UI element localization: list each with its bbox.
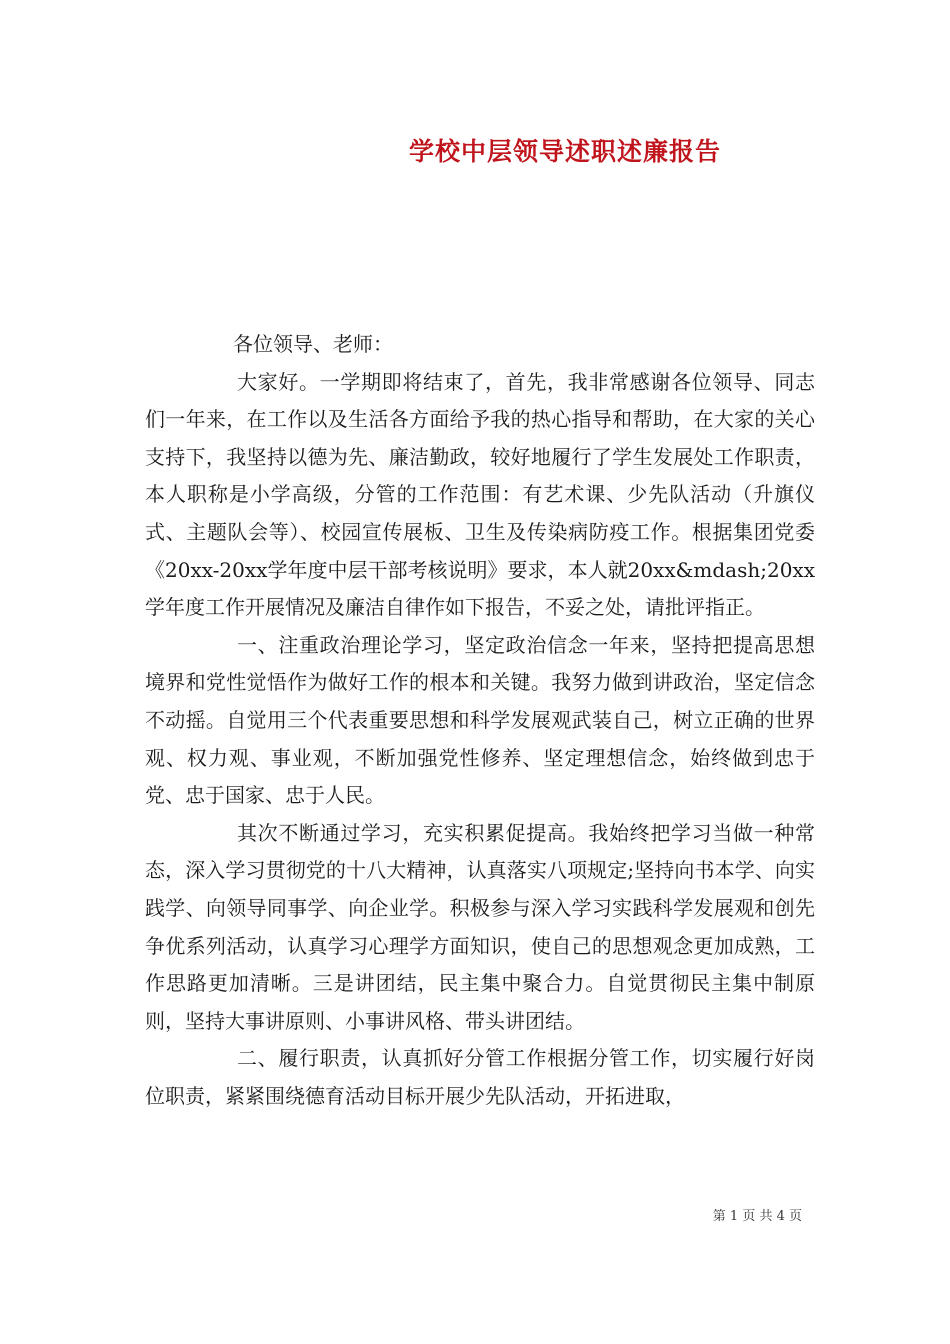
page-number: 第 1 页 共 4 页 xyxy=(712,1209,802,1224)
document-title: 学校中层领导述职述廉报告 xyxy=(408,137,721,166)
section-one-paragraph: 一、注重政治理论学习，坚定政治信念一年来，坚持把提高思想境界和党性觉悟作为做好工作的根本和关键。我努力做到讲政治，坚定信念不动摇。自觉用三个代表重要思想和科学发展观武装自己，树立正确的世界观、权力观、事业观，不断加强党性修养、坚定理想信念，始终做到忠于党、忠于国家、忠于人民。 xyxy=(145,632,815,808)
study-paragraph: 其次不断通过学习，充实积累促提高。我始终把学习当做一种常态，深入学习贯彻党的十八大精神，认真落实八项规定;坚持向书本学、向实践学、向领导同事学、向企业学。积极参与深入学习实践科学发展观和创先争优系列活动，认真学习心理学方面知识，使自己的思想观念更加成熟，工作思路更加清晰。三是讲团结，民主集中聚合力。自觉贯彻民主集中制原则，坚持大事讲原则、小事讲风格、带头讲团结。 xyxy=(145,820,815,1033)
document-body xyxy=(145,326,815,1115)
intro-paragraph: 大家好。一学期即将结束了，首先，我非常感谢各位领导、同志们一年来，在工作以及生活各方面给予我的热心指导和帮助，在大家的关心支持下，我坚持以德为先、廉洁勤政，较好地履行了学生发展处工作职责，本人职称是小学高级，分管的工作范围：有艺术课、少先队活动（升旗仪式、主题队会等）、校园宣传展板、卫生及传染病防疫工作。根据集团党委《20xx-20xx学年度中层干部考核说明》要求，本人就20xx&mdash;20xx学年度工作开展情况及廉洁自律作如下报告，不妥之处，请批评指正。 xyxy=(145,369,815,620)
salutation-paragraph: 各位领导、老师： xyxy=(233,332,393,356)
section-two-paragraph: 二、履行职责，认真抓好分管工作根据分管工作，切实履行好岗位职责，紧紧围绕德育活动目标开展少先队活动，开拓进取， xyxy=(145,1046,815,1108)
